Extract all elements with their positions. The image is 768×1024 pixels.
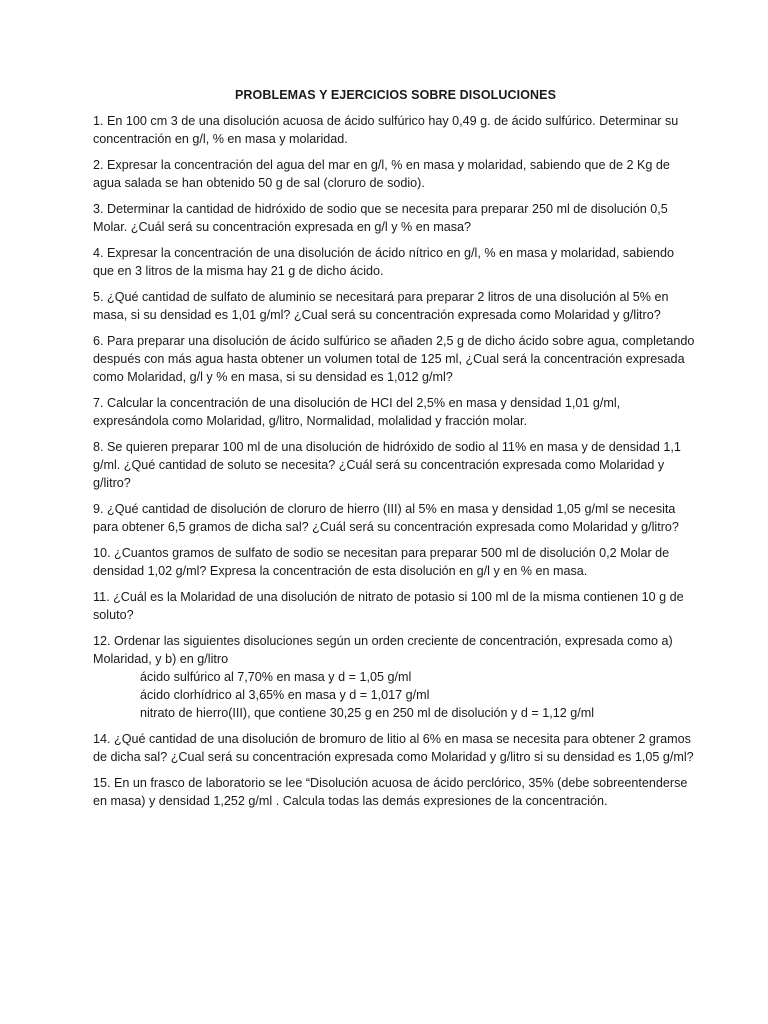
problem-5: 5. ¿Qué cantidad de sulfato de aluminio se necesitará para preparar 2 litros de una disolución al 5% en masa, si su densidad es 1,01 g/ml? ¿Cual será su concentración expresada como Molaridad y g/litro? <box>93 290 669 322</box>
problem-12-item: ácido clorhídrico al 3,65% en masa y d = 1,017 g/ml <box>140 688 430 702</box>
problem-12 <box>93 632 698 722</box>
problem-10: 10. ¿Cuantos gramos de sulfato de sodio se necesitan para preparar 500 ml de disolución 0,2 Molar de densidad 1,02 g/ml? Expresa la concentración de esta disolución en g/l y en % en masa. <box>93 546 670 578</box>
problem-15: 15. En un frasco de laboratorio se lee “Disolución acuosa de ácido perclórico, 35% (debe sobreentenderse en masa) y densidad 1,252 g/ml . Calcula todas las demás expresiones de la concentración. <box>93 776 688 808</box>
problem-8: 8. Se quieren preparar 100 ml de una disolución de hidróxido de sodio al 11% en masa y de densidad 1,1 g/ml. ¿Qué cantidad de soluto se necesita? ¿Cuál será su concentración expresada como Molaridad y g/litro? <box>93 440 681 490</box>
problem-14: 14. ¿Qué cantidad de una disolución de bromuro de litio al 6% en masa se necesita para obtener 2 gramos de dicha sal? ¿Cual será su concentración expresada como Molaridad y g/litro si su densidad es 1,05 g/ml? <box>93 732 694 764</box>
problem-12-item: ácido sulfúrico al 7,70% en masa y d = 1,05 g/ml <box>140 670 412 684</box>
problem-9: 9. ¿Qué cantidad de disolución de cloruro de hierro (III) al 5% en masa y densidad 1,05 g/ml se necesita para obtener 6,5 gramos de dicha sal? ¿Cuál será su concentración expresada como Molaridad y g/litro? <box>93 502 679 534</box>
problem-6: 6. Para preparar una disolución de ácido sulfúrico se añaden 2,5 g de dicho ácido sobre agua, completando después con más agua hasta obtener un volumen total de 125 ml, ¿Cual será la concentración expresada como Molaridad, g/l y % en masa, si su densidad es 1,012 g/ml? <box>93 334 695 384</box>
problem-2: 2. Expresar la concentración del agua del mar en g/l, % en masa y molaridad, sabiendo que de 2 Kg de agua salada se han obtenido 50 g de sal (cloruro de sodio). <box>93 158 670 190</box>
problem-7: 7. Calcular la concentración de una disolución de HCI del 2,5% en masa y densidad 1,01 g/ml, expresándola como Molaridad, g/litro, Normalidad, molalidad y fracción molar. <box>93 396 621 428</box>
problem-12-text: 12. Ordenar las siguientes disoluciones según un orden creciente de concentración, expresada como a) Molaridad, y b) en g/litro <box>93 634 673 666</box>
problem-3: 3. Determinar la cantidad de hidróxido de sodio que se necesita para preparar 250 ml de disolución 0,5 Molar. ¿Cuál será su concentración expresada en g/l y % en masa? <box>93 202 668 234</box>
problem-4: 4. Expresar la concentración de una disolución de ácido nítrico en g/l, % en masa y molaridad, sabiendo que en 3 litros de la misma hay 21 g de dicho ácido. <box>93 246 675 278</box>
problem-12-list <box>93 668 698 722</box>
document-title: PROBLEMAS Y EJERCICIOS SOBRE DISOLUCIONES <box>234 88 557 102</box>
problem-12-item: nitrato de hierro(III), que contiene 30,25 g en 250 ml de disolución y d = 1,12 g/ml <box>140 706 595 720</box>
problem-1: 1. En 100 cm 3 de una disolución acuosa de ácido sulfúrico hay 0,49 g. de ácido sulfúrico. Determinar su concentración en g/l, % en masa y molaridad. <box>93 114 679 146</box>
problem-11: 11. ¿Cuál es la Molaridad de una disolución de nitrato de potasio si 100 ml de la misma contienen 10 g de soluto? <box>93 590 684 622</box>
